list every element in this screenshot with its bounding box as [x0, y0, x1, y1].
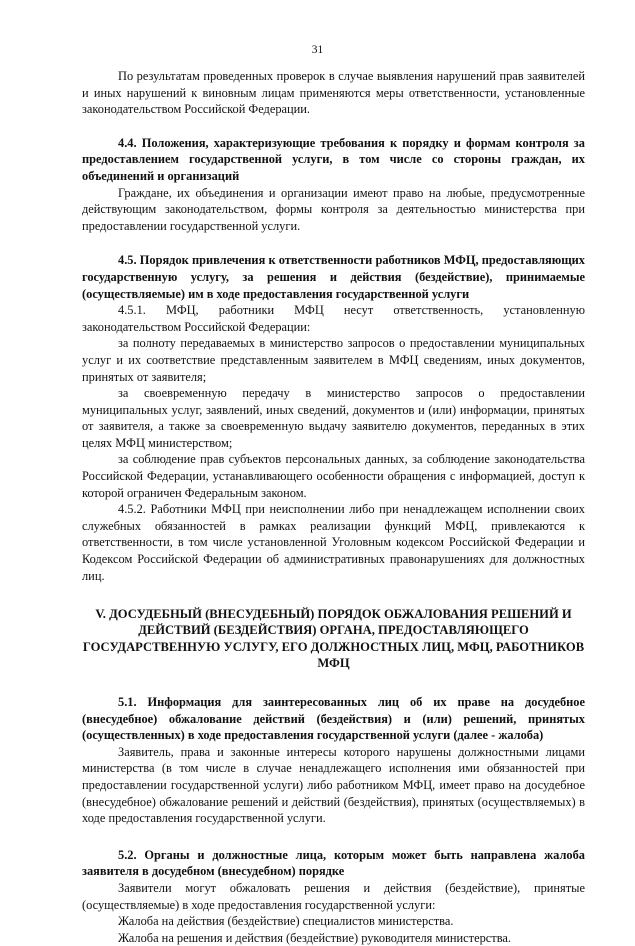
page-number: 31: [311, 44, 324, 56]
paragraph-appeal-actions: Заявители могут обжаловать решения и действия (бездействие), принятые (осуществляемые) в ходе предоставления государственной услуги:: [82, 880, 585, 912]
section-heading-4-4: 4.4. Положения, характеризующие требования к порядку и формам контроля за предоставлением государственной услуги, в том числе со стороны граждан, их объединений и организаций: [82, 135, 585, 183]
paragraph-4-5-1: 4.5.1. МФЦ, работники МФЦ несут ответственность, установленную законодательством Российской Федерации:: [82, 303, 585, 334]
paragraph-appeal-right: Заявитель, права и законные интересы которого нарушены должностными лицами министерства (в том числе в случае ненадлежащего исполнения ими обязанностей при предоставлении государственной услуги) либо работником МФЦ, имеет право на досудебное (внесудебное) обжалование решений и действий (бездействия), принятых (осуществляемых) в ходе предоставления государственной услуги.: [82, 744, 585, 826]
section-heading-4-5: 4.5. Порядок привлечения к ответственности работников МФЦ, предоставляющих государственную услугу, за решения и действия (бездействие), принимаемые (осуществляемые) им в ходе предоставления государственной услуги: [82, 253, 585, 301]
paragraph-timely-transfer: за своевременную передачу в министерство запросов о предоставлении муниципальных услуг, заявлений, иных сведений, документов и (или) информации, принятых от заявителя, а также за своевременную выдачу заявителю документов, переданных в этих целях МФЦ министерством;: [82, 386, 585, 450]
paragraph-violations-measures: По результатам проведенных проверок в случае выявления нарушений прав заявителей и иных нарушений к виновным лицам применяются меры ответственности, установленные законодательством Российской Федерации.: [82, 69, 585, 117]
section-heading-5-1: 5.1. Информация для заинтересованных лиц об их праве на досудебное (внесудебное) обжалование действий (бездействия) и (или) решений, принятых (осуществленных) в ходе предоставления государственной услуги (далее - жалоба): [82, 695, 585, 743]
page-content: [82, 68, 585, 946]
paragraph-citizens-control: Граждане, их объединения и организации имеют право на любые, предусмотренные действующим законодательством, формы контроля за деятельностью министерства при предоставлении государственной услуги.: [82, 185, 585, 233]
paragraph-4-5-2: 4.5.2. Работники МФЦ при неисполнении либо при ненадлежащем исполнении своих служебных обязанностей в рамках реализации функций МФЦ, привлекаются к ответственности, в том числе установленной Уголовным кодексом Российской Федерации и Кодексом Российской Федерации об административных правонарушениях для должностных лиц.: [82, 502, 585, 583]
paragraph-complaint-head: Жалоба на решения и действия (бездействие) руководителя министерства.: [118, 930, 511, 945]
chapter-heading-v: V. ДОСУДЕБНЫЙ (ВНЕСУДЕБНЫЙ) ПОРЯДОК ОБЖАЛОВАНИЯ РЕШЕНИЙ И ДЕЙСТВИЙ (БЕЗДЕЙСТВИЯ) ОРГАНА, ПРЕДОСТАВЛЯЮЩЕГО ГОСУДАРСТВЕННУЮ УСЛУГУ, ЕГО ДОЛЖНОСТНЫХ ЛИЦ, МФЦ, РАБОТНИКОВ МФЦ: [82, 607, 585, 670]
paragraph-personal-data: за соблюдение прав субъектов персональных данных, за соблюдение законодательства Российской Федерации, устанавливающего особенности обращения с информацией, доступ к которой ограничен Федеральным законом.: [82, 452, 585, 500]
section-heading-5-2: 5.2. Органы и должностные лица, которым может быть направлена жалоба заявителя в досудебном (внесудебном) порядке: [82, 847, 585, 879]
paragraph-complaint-specialists: Жалоба на действия (бездействие) специалистов министерства.: [118, 914, 454, 929]
paragraph-completeness: за полноту передаваемых в министерство запросов о предоставлении муниципальных услуг и их соответствие представленным заявителем в МФЦ сведениям, иных документов, принятых от заявителя;: [82, 336, 585, 384]
